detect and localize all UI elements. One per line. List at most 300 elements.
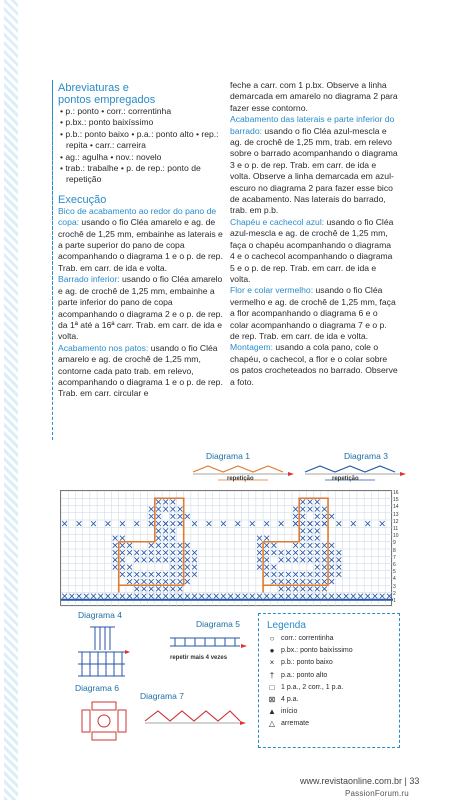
stitch-mark [207, 521, 212, 526]
stitch-mark [322, 543, 327, 548]
stitch-mark [62, 594, 67, 599]
row-number: 15 [393, 497, 399, 504]
stitch-mark [185, 543, 190, 548]
diagram-6-label: Diagrama 6 [75, 683, 119, 693]
stitch-mark [156, 594, 161, 599]
stitch-mark [336, 550, 341, 555]
stitch-mark [170, 586, 175, 591]
stitch-mark [163, 499, 168, 504]
stitch-mark [185, 572, 190, 577]
legend-item [267, 718, 391, 730]
row-number: 14 [393, 504, 399, 511]
diagram-2-grid [60, 490, 392, 606]
legend-text: 4 p.a. [281, 696, 299, 704]
diagram-1-label: Diagrama 1 [206, 451, 250, 461]
stitch-mark [315, 594, 320, 599]
legend-item [267, 645, 391, 657]
stitch-mark [286, 586, 291, 591]
stitch-mark [120, 536, 125, 541]
legend-text: corr.: correntinha [281, 635, 334, 642]
stitch-mark [149, 579, 154, 584]
stitch-mark [272, 579, 277, 584]
right-column [230, 80, 398, 388]
stitch-mark [170, 594, 175, 599]
stitch-mark [308, 543, 313, 548]
stitch-mark [134, 594, 139, 599]
stitch-mark [272, 543, 277, 548]
stitch-mark [308, 594, 313, 599]
stitch-mark [315, 543, 320, 548]
stitch-mark [286, 572, 291, 577]
stitch-mark [142, 586, 147, 591]
row-number: 6 [393, 562, 396, 569]
legend-item [267, 670, 391, 682]
execution-paragraph-3: Acabamento nos patos: usando o fio Cléa amarelo e ag. de crochê de 1,25 mm, contorne cada pato trab. em relevo, acompanhando o diagrama 1 e o p. de rep. Trab. em carr. circular e [58, 342, 223, 399]
row-number: 16 [393, 490, 399, 496]
stitch-mark [329, 565, 334, 570]
stitch-mark [279, 572, 284, 577]
abbrev-title: Abreviaturas e [58, 82, 129, 94]
left-column [58, 82, 226, 400]
stitch-mark [178, 586, 183, 591]
stitch-mark [300, 543, 305, 548]
stitch-mark [62, 521, 67, 526]
stitch-mark [264, 536, 269, 541]
edge-pattern [4, 0, 18, 800]
stitch-mark [149, 586, 154, 591]
stitch-mark [365, 594, 370, 599]
stitch-mark [134, 550, 139, 555]
stitch-mark [156, 557, 161, 562]
legend-item [267, 633, 391, 645]
stitch-mark [336, 565, 341, 570]
legend-text: início [281, 708, 298, 716]
stitch-mark [257, 565, 262, 570]
stitch-mark [178, 521, 183, 526]
stitch-mark [300, 579, 305, 584]
stitch-mark [308, 572, 313, 577]
stitch-mark [336, 557, 341, 562]
stitch-mark [134, 579, 139, 584]
stitch-mark [279, 586, 284, 591]
stitch-mark [300, 557, 305, 562]
stitch-mark [336, 572, 341, 577]
stitch-mark [221, 521, 226, 526]
stitch-mark [127, 550, 132, 555]
stitch-mark [351, 521, 356, 526]
stitch-mark [69, 594, 74, 599]
stitch-mark [170, 550, 175, 555]
stitch-mark [373, 594, 378, 599]
row-number: 5 [393, 569, 396, 576]
stitch-mark [120, 521, 125, 526]
stitch-mark [120, 557, 125, 562]
stitch-mark [149, 521, 154, 526]
diagram-5-chart [165, 630, 250, 656]
right-paragraph-5: Montagem: usando a cola pano, cole o chapéu, o cachecol, a flor e o colar sobre os patos crocheteados no barrado. Observe a foto. [230, 342, 398, 387]
stitch-mark [84, 594, 89, 599]
stitch-mark [113, 557, 118, 562]
stitch-mark [156, 586, 161, 591]
stitch-mark [329, 543, 334, 548]
stitch-mark [322, 586, 327, 591]
stitch-mark [235, 521, 240, 526]
stitch-mark [113, 594, 118, 599]
stitch-mark [178, 543, 183, 548]
stitch-mark [156, 579, 161, 584]
stitch-mark [156, 528, 161, 533]
abbrev-item: • ag.: agulha • nov.: novelo [58, 152, 226, 163]
stitch-mark [163, 536, 168, 541]
stitch-mark [329, 594, 334, 599]
stitch-mark [178, 507, 183, 512]
stitch-mark [149, 557, 154, 562]
stitch-mark [134, 557, 139, 562]
stitch-mark [286, 594, 291, 599]
stitch-mark [329, 579, 334, 584]
stitch-mark [322, 579, 327, 584]
stitch-mark [113, 543, 118, 548]
stitch-mark [185, 565, 190, 570]
stitch-mark [113, 550, 118, 555]
stitch-mark [344, 594, 349, 599]
legend-item [267, 694, 391, 706]
row-number: 13 [393, 511, 399, 518]
stitch-mark [192, 550, 197, 555]
stitch-mark [228, 594, 233, 599]
stitch-mark [308, 507, 313, 512]
stitch-mark [264, 594, 269, 599]
stitch-mark [163, 572, 168, 577]
stitch-mark [257, 536, 262, 541]
stitch-mark [134, 572, 139, 577]
row-number: 11 [393, 526, 399, 533]
stitch-mark [264, 572, 269, 577]
stitch-mark [272, 550, 277, 555]
stitch-mark [300, 507, 305, 512]
legend-box [258, 613, 400, 748]
stitch-mark [365, 521, 370, 526]
stitch-mark [293, 594, 298, 599]
abbrev-item: • p.b.: ponto baixo • p.a.: ponto alto • rep.: repita • carr.: carreira [58, 129, 226, 152]
row-number: 4 [393, 576, 396, 583]
row-number: 7 [393, 554, 396, 561]
stitch-mark [286, 579, 291, 584]
stitch-mark [163, 579, 168, 584]
stitch-mark [134, 586, 139, 591]
stitch-mark [192, 521, 197, 526]
stitch-mark [170, 579, 175, 584]
right-paragraph-2: Acabamento das laterais e parte inferior do barrado: usando o fio Cléa azul-mescla e ag. de crochê de 1,25 mm, trab. em relevo sobre o barrado acompanhando o diagrama 3 e o p. de rep. Trab. em carr. de ida e volta. Observe a linha demarcada em azul-escuro no diagrama 2 para fazer esse bico de acabamento. Nas laterais do barrado, trab. em p.b. [230, 114, 398, 216]
stitch-mark [300, 536, 305, 541]
stitch-mark [163, 594, 168, 599]
execution-paragraph-2: Barrado inferior: usando o fio Cléa amarelo e ag. de crochê de 1,25 mm, embainhe a parte inferior do pano de copa acompanhando o diagrama 2 e o p. de rep. da 1ª até a 16ª carr. Trab. em carr. de ida e volta. [58, 274, 223, 342]
stitch-mark [120, 572, 125, 577]
stitch-mark [98, 594, 103, 599]
stitch-mark [178, 514, 183, 519]
diagram-4-label: Diagrama 4 [78, 610, 122, 620]
stitch-mark [250, 521, 255, 526]
stitch-mark [286, 557, 291, 562]
stitch-mark [300, 586, 305, 591]
stitch-mark [293, 507, 298, 512]
stitch-mark [170, 521, 175, 526]
row-number: 8 [393, 547, 396, 554]
stitch-mark [322, 550, 327, 555]
stitch-mark [170, 514, 175, 519]
stitch-mark [120, 565, 125, 570]
row-number: 2 [393, 590, 396, 597]
stitch-mark [127, 543, 132, 548]
stitch-mark [207, 594, 212, 599]
stitch-mark [163, 586, 168, 591]
edge-bar [0, 0, 22, 800]
legend-text: arremate [281, 720, 310, 728]
stitch-mark [113, 536, 118, 541]
stitch-mark [300, 550, 305, 555]
stitch-mark [257, 550, 262, 555]
stitch-mark [257, 543, 262, 548]
stitch-mark [142, 594, 147, 599]
stitch-mark [163, 528, 168, 533]
stitch-mark [149, 550, 154, 555]
stitch-mark [192, 572, 197, 577]
stitch-mark [178, 594, 183, 599]
stitch-mark [170, 499, 175, 504]
abbrev-item: • trab.: trabalhe • p. de rep.: ponto de repetição [58, 163, 226, 186]
stitch-mark [308, 536, 313, 541]
stitch-mark [336, 594, 341, 599]
stitch-mark [308, 586, 313, 591]
right-paragraph-3: Chapéu e cachecol azul: usando o fio Cléa azul-mescla e ag. de crochê de 1,25 mm, faça o chapéu acompanhando o diagrama 4 e o cachecol acompanhando o diagrama 5 e o p. de rep. Trab. em carr. de ida e volta. [230, 216, 394, 284]
stitch-mark [185, 579, 190, 584]
diagram-6-chart [78, 696, 130, 746]
stitch-mark [178, 550, 183, 555]
stitch-mark [315, 572, 320, 577]
abbrev-item: • p.: ponto • corr.: correntinha [58, 106, 226, 117]
stitch-mark [380, 594, 385, 599]
stitch-mark [293, 586, 298, 591]
stitch-mark [315, 521, 320, 526]
stitch-mark [279, 521, 284, 526]
stitch-mark [170, 557, 175, 562]
stitch-mark [77, 594, 82, 599]
stitch-mark [185, 550, 190, 555]
stitch-mark [170, 507, 175, 512]
stitch-mark [279, 579, 284, 584]
stitch-mark [329, 557, 334, 562]
stitch-mark [293, 521, 298, 526]
stitch-mark [156, 499, 161, 504]
stitch-mark [322, 572, 327, 577]
stitch-mark [387, 594, 392, 599]
stitch-mark [156, 550, 161, 555]
stitch-mark [91, 594, 96, 599]
stitch-mark [250, 594, 255, 599]
stitch-mark [178, 557, 183, 562]
stitch-mark [257, 557, 262, 562]
stitch-mark [214, 594, 219, 599]
stitch-mark [315, 499, 320, 504]
stitch-mark [149, 543, 154, 548]
stitch-mark [170, 536, 175, 541]
right-paragraph-4: Flor e colar vermelho: usando o fio Cléa vermelho e ag. de crochê de 1,25 mm, faça a flor acompanhando o diagrama 6 e o colar acompanhando o diagrama 7 e o p. de rep. Trab. em carr. de ida e volta. [230, 285, 396, 341]
stitch-mark [77, 521, 82, 526]
stitch-mark [185, 594, 190, 599]
stitch-mark [264, 543, 269, 548]
legend-symbol-icon: ▲ [268, 707, 276, 717]
legend-symbol-icon: ○ [269, 634, 275, 643]
legend-item [267, 706, 391, 718]
stitch-mark [322, 557, 327, 562]
legend-symbol-icon: † [269, 670, 275, 680]
execution-title: Execução [58, 193, 107, 206]
legend-symbol-icon: ● [269, 646, 275, 656]
stitch-mark [336, 521, 341, 526]
stitch-mark [293, 543, 298, 548]
stitch-mark [170, 528, 175, 533]
stitch-mark [272, 594, 277, 599]
abbrev-item: • p.bx.: ponto baixíssimo [58, 117, 226, 128]
stitch-mark [163, 543, 168, 548]
diagram-3-label: Diagrama 3 [344, 451, 388, 461]
execution-paragraph-1: Bico de acabamento ao redor do pano de copa: usando o fio Cléa amarelo e ag. de crochê de 1,25 mm, embainhe as laterais e a parte superior do pano de copa acompanhando o diagrama 1 e o p. de rep. Trab. em carr. de ida e volta. [58, 205, 223, 273]
stitch-mark [308, 550, 313, 555]
right-paragraph-1: feche a carr. com 1 p.bx. Observe a linha demarcada em amarelo no diagrama 2 para fazer esse contorno. [230, 80, 398, 113]
stitch-mark [380, 521, 385, 526]
stitch-mark [221, 594, 226, 599]
stitch-mark [308, 528, 313, 533]
diagram-5-label: Diagrama 5 [196, 619, 240, 629]
stitch-mark [142, 572, 147, 577]
stitch-mark [293, 579, 298, 584]
legend-text: p.b.: ponto baixo [281, 659, 333, 667]
stitch-mark [163, 507, 168, 512]
stitch-mark [279, 557, 284, 562]
stitch-mark [163, 521, 168, 526]
stitch-mark [315, 514, 320, 519]
stitch-mark [192, 565, 197, 570]
stitch-mark [293, 557, 298, 562]
stitch-mark [149, 594, 154, 599]
stitch-mark [170, 572, 175, 577]
stitch-mark [272, 572, 277, 577]
stitch-mark [264, 557, 269, 562]
legend-symbol-icon: ⊠ [268, 695, 276, 705]
stitch-mark [322, 594, 327, 599]
stitch-mark [156, 521, 161, 526]
stitch-mark [315, 586, 320, 591]
row-number: 1 [393, 598, 396, 605]
stitch-mark [300, 594, 305, 599]
stitch-mark [329, 572, 334, 577]
stitch-mark [192, 557, 197, 562]
stitch-mark [315, 550, 320, 555]
stitch-mark [156, 507, 161, 512]
stitch-mark [279, 594, 284, 599]
stitch-mark [322, 565, 327, 570]
legend-item [267, 682, 391, 694]
stitch-mark [163, 557, 168, 562]
stitch-mark [315, 557, 320, 562]
stitch-mark [264, 521, 269, 526]
stitch-mark [272, 565, 277, 570]
stitch-mark [329, 514, 334, 519]
legend-text: p.a.: ponto alto [281, 671, 328, 679]
stitch-mark [264, 565, 269, 570]
stitch-mark [315, 528, 320, 533]
stitch-mark [322, 514, 327, 519]
legend-symbol-icon: △ [268, 719, 276, 729]
stitch-mark [279, 550, 284, 555]
legend-title: Legenda [267, 620, 306, 631]
stitch-mark [358, 594, 363, 599]
stitch-mark [156, 543, 161, 548]
stitch-mark [127, 572, 132, 577]
abbrev-title-2: pontos empregados [58, 94, 156, 106]
stitch-mark [156, 536, 161, 541]
stitch-mark [300, 514, 305, 519]
stitch-mark [286, 550, 291, 555]
stitch-mark [315, 536, 320, 541]
stitch-mark [142, 579, 147, 584]
legend-item [267, 657, 391, 669]
watermark: PassionForum.ru [345, 789, 409, 798]
stitch-mark [170, 565, 175, 570]
diagram-1-rep-label: repetição [227, 476, 254, 482]
diagram-7-label: Diagrama 7 [140, 691, 184, 701]
stitch-mark [127, 565, 132, 570]
stitch-mark [134, 521, 139, 526]
stitch-mark [293, 514, 298, 519]
stitch-mark [257, 594, 262, 599]
legend-symbol-icon: □ [269, 682, 275, 692]
stitch-mark [322, 507, 327, 512]
stitch-mark [156, 514, 161, 519]
stitch-mark [106, 594, 111, 599]
stitch-mark [315, 579, 320, 584]
stitch-mark [293, 550, 298, 555]
stitch-mark [120, 550, 125, 555]
stitch-mark [149, 572, 154, 577]
stitch-mark [142, 557, 147, 562]
diagram-3-rep-label: repetição [332, 476, 359, 482]
stitch-mark [185, 514, 190, 519]
stitch-mark [178, 565, 183, 570]
stitch-mark [127, 579, 132, 584]
stitch-mark [300, 572, 305, 577]
stitch-mark [308, 579, 313, 584]
stitch-mark [300, 521, 305, 526]
stitch-mark [329, 550, 334, 555]
stitch-mark [185, 557, 190, 562]
stitch-mark [156, 572, 161, 577]
stitch-mark [113, 565, 118, 570]
row-number: 9 [393, 540, 396, 547]
stitch-mark [106, 521, 111, 526]
diagram-3-chart [300, 460, 410, 488]
stitch-mark [199, 594, 204, 599]
legend-text: p.bx.: ponto baixíssimo [281, 647, 353, 655]
stitch-mark [308, 499, 313, 504]
stitch-mark [300, 499, 305, 504]
stitch-mark [308, 521, 313, 526]
crochet-chart [61, 491, 393, 607]
page-footer: www.revistaonline.com.br | 33 [300, 776, 420, 786]
legend-text: 1 p.a., 2 corr., 1 p.a. [281, 683, 344, 691]
stitch-mark [170, 543, 175, 548]
stitch-mark [149, 507, 154, 512]
